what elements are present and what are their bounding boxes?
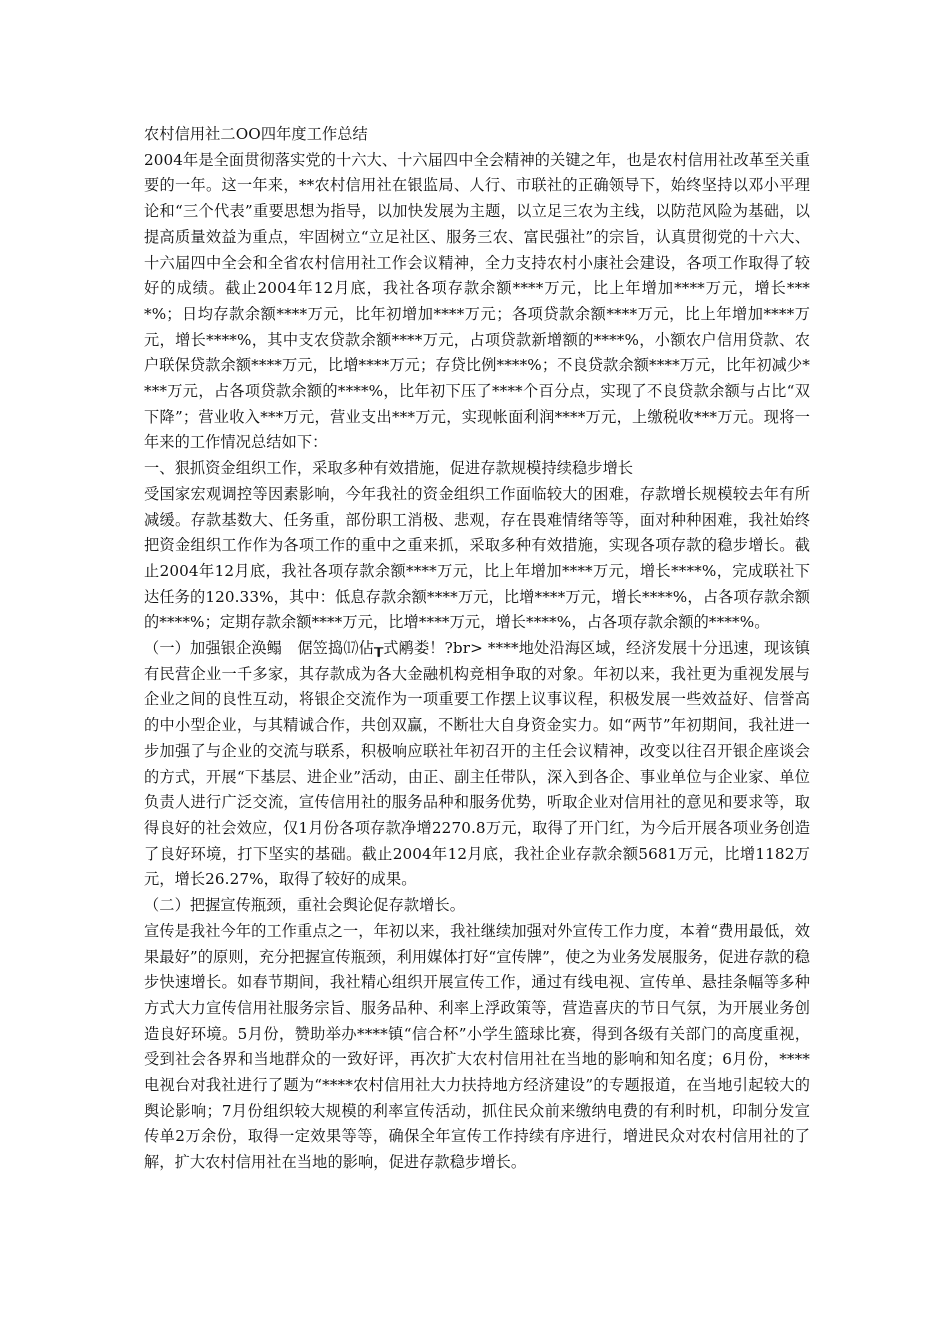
section-heading-1: 一、狠抓资金组织工作，采取多种有效措施，促进存款规模持续稳步增长	[144, 459, 634, 478]
subsection-1-paragraph: （一）加强银企涣鳎 倨笠捣⒄佔┰式鹇娄！?br> ****地处沿海区域，经济发展十分迅速，现该镇有民营企业一千多家，其存款成为各大金融机构竞相争取的对象。年初以来，我社更为重视发展与企业之间的良性互动，将银企交流作为一项重要工作摆上议事议程，积极发展一些效益好、信誉高的中小型企业，与其精诚合作，共创双赢，不断壮大自身资金实力。如“两节”年初期间，我社进一步加强了与企业的交流与联系，积极响应联社年初召开的主任会议精神，改变以往召开银企座谈会的方式，开展“下基层、进企业”活动，由正、副主任带队，深入到各企、事业单位与企业家、单位负责人进行广泛交流，宣传信用社的服务品种和服务优势，听取企业对信用社的意见和要求等，取得良好的社会效应，仅1月份各项存款净增2270.8万元，取得了开门红，为今后开展各项业务创造了良好环境，打下坚实的基础。截止2004年12月底，我社企业存款余额5681万元，比增1182万元，增长26.27%，取得了较好的成果。	[144, 639, 810, 889]
subsection-heading-2: （二）把握宣传瓶颈，重社会舆论促存款增长。	[144, 896, 466, 915]
document-title: 农村信用社二OO四年度工作总结	[144, 125, 368, 143]
intro-paragraph: 2004年是全面贯彻落实党的十六大、十六届四中全会精神的关键之年，也是农村信用社改革至关重要的一年。这一年来，**农村信用社在银监局、人行、市联社的正确领导下，始终坚持以邓小平理论和“三个代表”重要思想为指导，以加快发展为主题，以立足三农为主线，以防范风险为基础，以提高质量效益为重点，牢固树立“立足社区、服务三农、富民强社”的宗旨，认真贯彻党的十六大、十六届四中全会和全省农村信用社工作会议精神，全力支持农村小康社会建设，各项工作取得了较好的成绩。截止2004年12月底，我社各项存款余额****万元，比上年增加****万元，增长****%；日均存款余额****万元，比年初增加****万元；各项贷款余额****万元，比上年增加****万元，增长****%，其中支农贷款余额****万元，占项贷款新增额的****%，小额农户信用贷款、农户联保贷款余额****万元，比增****万元；存贷比例****%；不良贷款余额****万元，比年初减少****万元，占各项贷款余额的****%，比年初下压了****个百分点，实现了不良贷款余额与占比“双下降”；营业收入***万元，营业支出***万元，实现帐面利润****万元，上缴税收***万元。现将一年来的工作情况总结如下：	[144, 150, 810, 452]
section-1-paragraph: 受国家宏观调控等因素影响，今年我社的资金组织工作面临较大的困难，存款增长规模较去年有所减缓。存款基数大、任务重，部份职工消极、悲观，存在畏难情绪等等，面对种种困难，我社始终把资金组织工作作为各项工作的重中之重来抓，采取多种有效措施，实现各项存款的稳步增长。截止2004年12月底，我社各项存款余额****万元，比上年增加****万元，增长****%，完成联社下达任务的120.33%，其中：低息存款余额****万元，比增****万元，增长****%，占各项存款余额的****%；定期存款余额****万元，比增****万元，增长****%，占各项存款余额的****%。	[144, 484, 810, 632]
document-page	[144, 122, 810, 1176]
subsection-2-paragraph: 宣传是我社今年的工作重点之一，年初以来，我社继续加强对外宣传工作力度，本着“费用最低，效果最好”的原则，充分把握宣传瓶颈，利用媒体打好“宣传牌”，使之为业务发展服务，促进存款的稳步快速增长。如春节期间，我社精心组织开展宣传工作，通过有线电视、宣传单、悬挂条幅等多种方式大力宣传信用社服务宗旨、服务品种、利率上浮政策等，营造喜庆的节日气氛，为开展业务创造良好环境。5月份，赞助举办****镇“信合杯”小学生篮球比赛，得到各级有关部门的高度重视，受到社会各界和当地群众的一致好评，再次扩大农村信用社在当地的影响和知名度；6月份，****电视台对我社进行了题为“****农村信用社大力扶持地方经济建设”的专题报道，在当地引起较大的舆论影响；7月份组织较大规模的利率宣传活动，抓住民众前来缴纳电费的有利时机，印制分发宣传单2万余份，取得一定效果等等，确保全年宣传工作持续有序进行，增进民众对农村信用社的了解，扩大农村信用社在当地的影响，促进存款稳步增长。	[144, 921, 810, 1172]
